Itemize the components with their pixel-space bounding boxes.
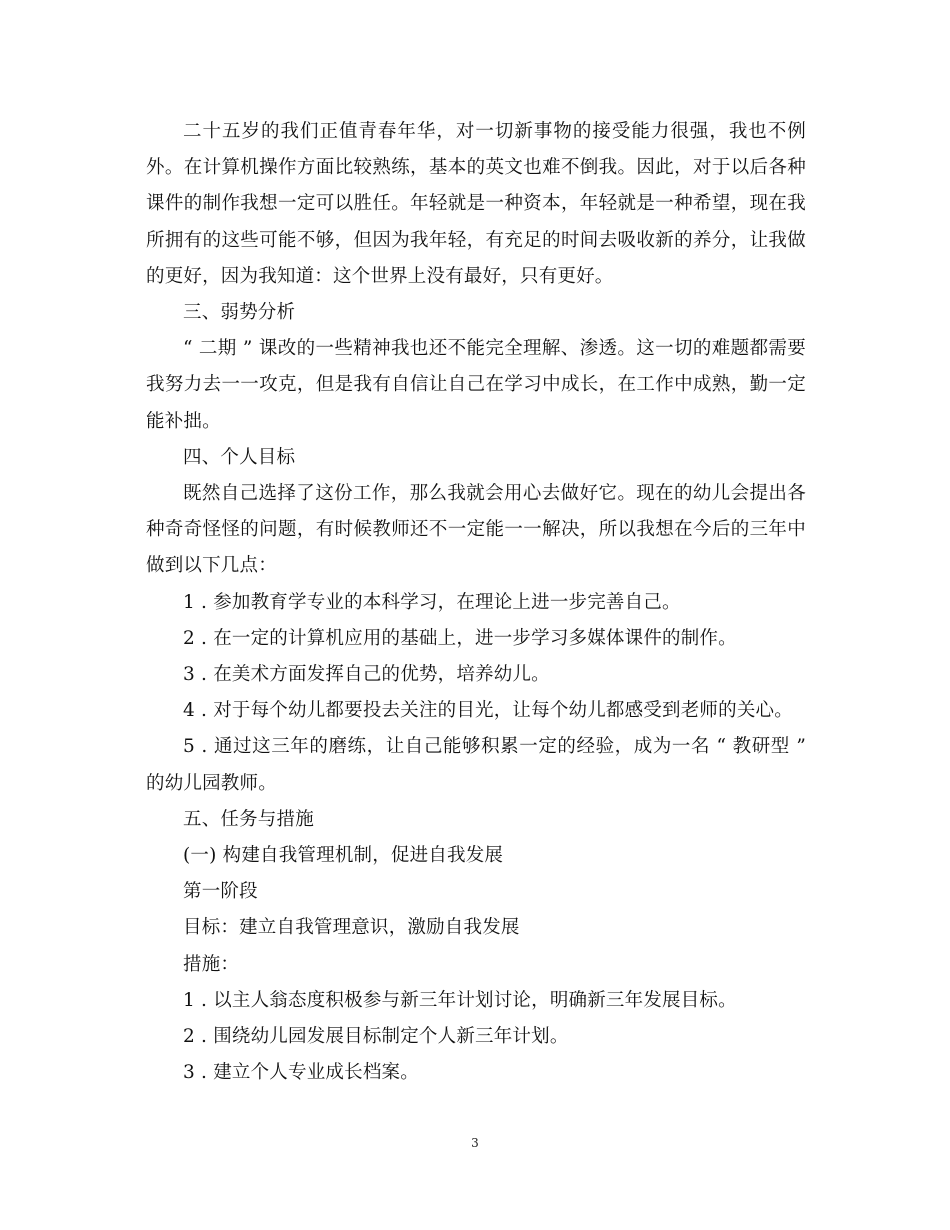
page-number: 3	[471, 1136, 479, 1150]
paragraph-curriculum-reform: “ 二期 ” 课改的一些精神我也还不能完全理解、渗透。这一切的难题都需要我努力去一一攻克，但是我有自信让自己在学习中成长，在工作中成熟，勤一定能补拙。	[146, 338, 806, 432]
paragraph-goals-intro: 既然自己选择了这份工作，那么我就会用心去做好它。现在的幼儿会提出各种奇奇怪怪的问题，有时候教师还不一定能一一解决，所以我想在今后的三年中做到以下几点：	[146, 483, 806, 577]
subheading-stage-one: 第一阶段	[183, 881, 258, 903]
heading-weakness-analysis: 三、弱势分析	[183, 302, 296, 324]
goal-item-4: 4 . 对于每个幼儿都要投去关注的目光，让每个幼儿都感受到老师的关心。	[183, 700, 793, 722]
measure-item-2: 2 . 围绕幼儿园发展目标制定个人新三年计划。	[183, 1026, 569, 1048]
document-body	[146, 114, 806, 1091]
measure-item-1: 1 . 以主人翁态度积极参与新三年计划讨论，明确新三年发展目标。	[183, 989, 737, 1011]
measures-label: 措施：	[183, 953, 240, 975]
stage-one-target: 目标：建立自我管理意识，激励自我发展	[183, 917, 520, 939]
paragraph-youth-advantage: 二十五岁的我们正值青春年华，对一切新事物的接受能力很强，我也不例外。在计算机操作方面比较熟练，基本的英文也难不倒我。因此，对于以后各种课件的制作我想一定可以胜任。年轻就是一种资本，年轻就是一种希望，现在我所拥有的这些可能不够，但因为我年轻，有充足的时间去吸收新的养分，让我做的更好，因为我知道：这个世界上没有最好，只有更好。	[146, 121, 806, 287]
heading-tasks-measures: 五、任务与措施	[183, 808, 314, 830]
goal-item-1: 1 . 参加教育学专业的本科学习，在理论上进一步完善自己。	[183, 591, 681, 613]
goal-item-5: 5 . 通过这三年的磨练，让自己能够积累一定的经验，成为一名 “ 教研型 ” 的幼儿园教师。	[146, 736, 806, 794]
goal-item-3: 3 . 在美术方面发挥自己的优势，培养幼儿。	[183, 664, 550, 686]
heading-personal-goals: 四、个人目标	[183, 446, 296, 468]
measure-item-3: 3 . 建立个人专业成长档案。	[183, 1062, 419, 1084]
subheading-self-management: (一) 构建自我管理机制，促进自我发展	[183, 845, 504, 867]
goal-item-2: 2 . 在一定的计算机应用的基础上，进一步学习多媒体课件的制作。	[183, 627, 737, 649]
